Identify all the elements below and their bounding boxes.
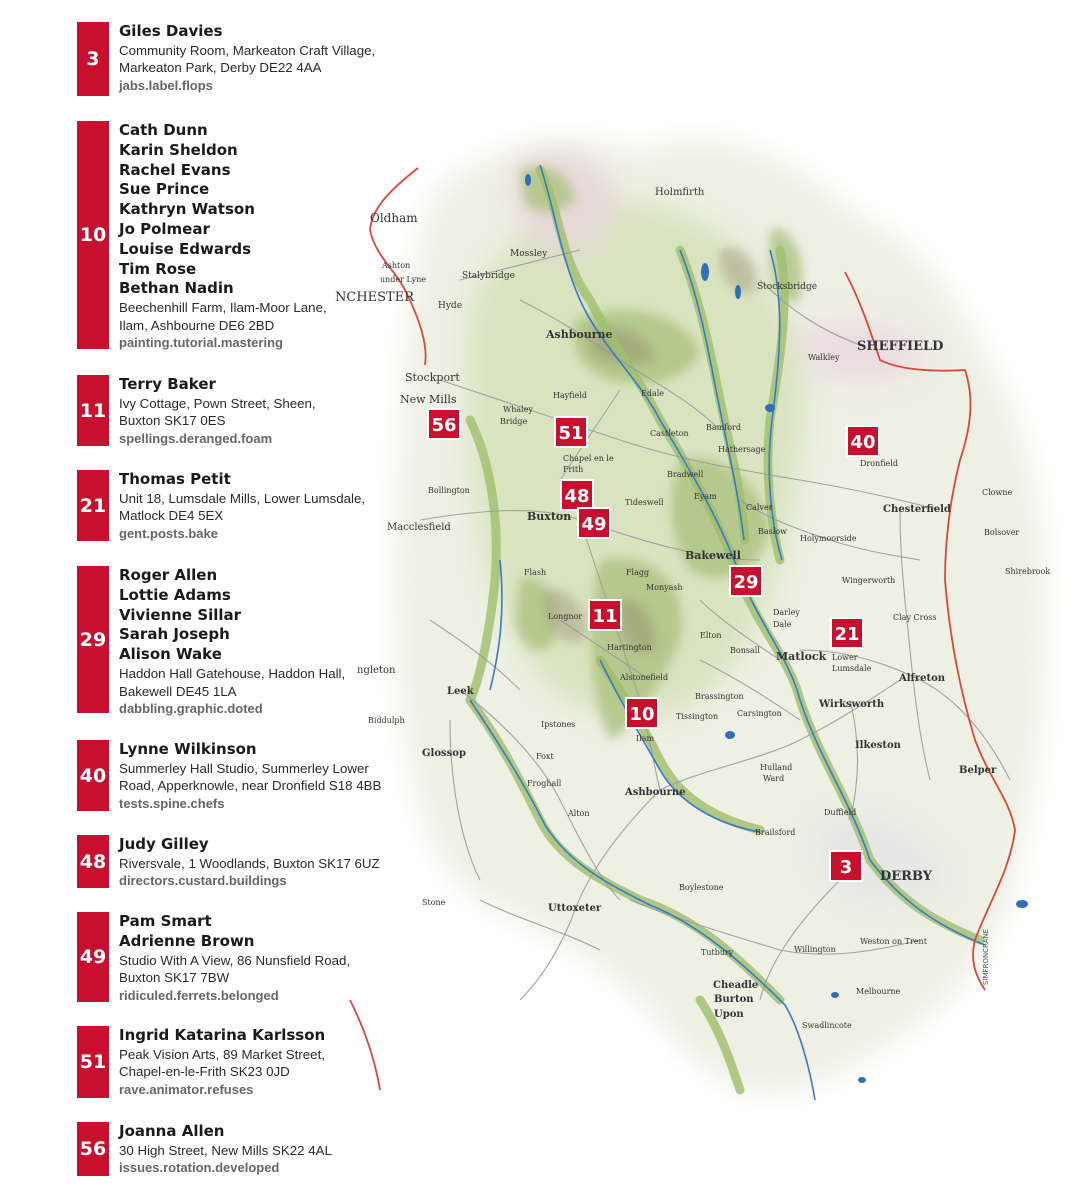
place-label: Ashbourne bbox=[546, 328, 613, 341]
venue-marker-label: 56 bbox=[431, 415, 457, 436]
place-label: Bridge bbox=[500, 417, 528, 426]
artist-name: Terry Baker bbox=[119, 375, 216, 393]
artist-name: Kathryn Watson bbox=[119, 200, 255, 219]
place-label: Stalybridge bbox=[462, 271, 515, 281]
place-label: Boylestone bbox=[679, 883, 724, 892]
place-label: Tutbury bbox=[701, 948, 734, 957]
what3words-address: directors.custard.buildings bbox=[119, 873, 287, 889]
place-label: Froghall bbox=[527, 779, 562, 788]
place-label: Macclesfield bbox=[387, 522, 451, 533]
place-label: Bonsall bbox=[730, 646, 760, 655]
venue-number-badge: 21 bbox=[77, 470, 109, 541]
place-label: Oldham bbox=[370, 211, 418, 225]
venue-number-badge: 56 bbox=[77, 1122, 109, 1176]
venue-info bbox=[119, 912, 449, 1004]
place-label: Lumsdale bbox=[832, 664, 872, 673]
place-label: Stone bbox=[422, 898, 446, 907]
artist-name: Sarah Joseph bbox=[119, 625, 230, 644]
artist-name: Karin Sheldon bbox=[119, 140, 238, 159]
place-label: DERBY bbox=[880, 869, 933, 884]
place-label: Monyash bbox=[646, 583, 683, 592]
place-label: Duffield bbox=[824, 808, 857, 817]
venue-marker[interactable] bbox=[589, 600, 621, 630]
venue-marker-label: 48 bbox=[564, 486, 590, 507]
place-label: Clowne bbox=[982, 488, 1013, 497]
artist-name: Judy Gilley bbox=[119, 835, 209, 853]
place-label: Shirebrook bbox=[1005, 567, 1051, 576]
venue-number-badge: 11 bbox=[77, 375, 109, 446]
venue-address-line: Beechenhill Farm, Ilam-Moor Lane, bbox=[119, 300, 327, 316]
place-label: Mossley bbox=[510, 249, 548, 259]
venue-info bbox=[119, 835, 449, 890]
place-label: Glossop bbox=[422, 748, 466, 759]
venue-address-line: Studio With A View, 86 Nunsfield Road, bbox=[119, 952, 351, 968]
artist-name: Cath Dunn bbox=[119, 121, 208, 139]
venue-address-line: Buxton SK17 7BW bbox=[119, 970, 230, 986]
artist-name: Sue Prince bbox=[119, 180, 210, 199]
venue-address-line: Markeaton Park, Derby DE22 4AA bbox=[119, 60, 322, 76]
venue-address-line: Riversvale, 1 Woodlands, Buxton SK17 6UZ bbox=[119, 855, 380, 871]
venue-number-badge: 40 bbox=[77, 740, 109, 811]
artist-name: Giles Davies bbox=[119, 22, 223, 40]
place-label: Ipstones bbox=[541, 720, 576, 729]
place-label: Matlock bbox=[776, 650, 827, 663]
venue-number-badge: 48 bbox=[77, 835, 109, 888]
place-label-ashbourne-main: Ashbourne bbox=[625, 787, 686, 798]
venue-address-line: Peak Vision Arts, 89 Market Street, bbox=[119, 1046, 325, 1062]
place-label: Leek bbox=[447, 686, 474, 697]
artist-name: Pam Smart bbox=[119, 912, 212, 930]
venue-address-line: Community Room, Markeaton Craft Village, bbox=[119, 42, 376, 58]
place-label: Bradwell bbox=[667, 470, 704, 479]
place-label: Alfreton bbox=[899, 673, 946, 684]
venue-number-badge: 29 bbox=[77, 566, 109, 713]
place-label: Edale bbox=[641, 389, 665, 398]
place-label: Holmfirth bbox=[655, 187, 705, 198]
artist-name: Bethan Nadin bbox=[119, 279, 234, 298]
venue-address-line: Buxton SK17 0ES bbox=[119, 413, 226, 429]
venue-marker[interactable] bbox=[555, 417, 587, 447]
artist-name: Alison Wake bbox=[119, 645, 222, 664]
venue-info bbox=[119, 1122, 449, 1177]
place-label: Burton bbox=[714, 994, 754, 1005]
place-label: Bamford bbox=[706, 423, 741, 432]
what3words-address: spellings.deranged.foam bbox=[119, 430, 273, 446]
place-label: Hayfield bbox=[553, 391, 588, 400]
place-label: Tissington bbox=[676, 712, 719, 721]
what3words-address: jabs.label.flops bbox=[119, 77, 213, 93]
place-label: Calver bbox=[746, 503, 773, 512]
place-label: ngleton bbox=[357, 665, 396, 676]
venue-marker-label: 3 bbox=[839, 857, 853, 878]
artist-name: Adrienne Brown bbox=[119, 931, 255, 950]
place-label: Baslow bbox=[758, 527, 787, 536]
place-label: Weston on Trent bbox=[860, 937, 927, 946]
place-label: Ilam bbox=[636, 734, 655, 743]
venue-address-line: Road, Apperknowle, near Dronfield S18 4BB bbox=[119, 778, 382, 794]
artist-name: Louise Edwards bbox=[119, 239, 252, 258]
place-label: Stocksbridge bbox=[757, 282, 818, 292]
venue-marker[interactable] bbox=[847, 426, 879, 456]
place-label: Chapel en le bbox=[563, 454, 614, 463]
place-label: Melbourne bbox=[856, 987, 901, 996]
place-label: Bakewell bbox=[685, 549, 741, 562]
venue-marker-label: 49 bbox=[581, 514, 607, 535]
place-label: Dronfield bbox=[860, 459, 898, 468]
venue-marker-label: 29 bbox=[733, 572, 759, 593]
what3words-address: dabbling.graphic.doted bbox=[119, 701, 263, 717]
venue-address-line: Ivy Cottage, Pown Street, Sheen, bbox=[119, 395, 316, 411]
venue-info bbox=[119, 740, 449, 813]
artist-name: Jo Polmear bbox=[119, 219, 210, 238]
venue-marker[interactable] bbox=[730, 566, 762, 596]
place-label: Clay Cross bbox=[893, 613, 937, 622]
venue-address-line: Matlock DE4 5EX bbox=[119, 508, 224, 524]
place-label: Flagg bbox=[626, 568, 650, 577]
place-label: Bollington bbox=[428, 486, 470, 495]
place-label: Biddulph bbox=[368, 716, 405, 725]
place-label: Alton bbox=[568, 809, 590, 818]
artist-name: Rachel Evans bbox=[119, 160, 231, 179]
place-label: Walkley bbox=[808, 353, 840, 362]
venue-marker-label: 51 bbox=[558, 423, 584, 444]
place-label: Flash bbox=[524, 568, 547, 577]
venue-marker-label: 10 bbox=[629, 704, 655, 725]
artist-name: Vivienne Sillar bbox=[119, 605, 242, 624]
place-label: Ilkeston bbox=[855, 740, 901, 751]
place-label: SHEFFIELD bbox=[857, 339, 944, 354]
venue-address-line: Summerley Hall Studio, Summerley Lower bbox=[119, 760, 369, 776]
artist-name: Ingrid Katarina Karlsson bbox=[119, 1026, 326, 1044]
venue-info bbox=[119, 566, 449, 718]
place-label: Chesterfield bbox=[883, 504, 951, 515]
place-label: Hathersage bbox=[718, 445, 766, 454]
place-label: NCHESTER bbox=[335, 290, 415, 305]
venue-number-badge: 49 bbox=[77, 912, 109, 1002]
venue-address-line: Ilam, Ashbourne DE6 2BD bbox=[119, 317, 275, 333]
artist-name: Tim Rose bbox=[119, 259, 197, 278]
place-label: Upon bbox=[714, 1009, 744, 1020]
place-label: Hyde bbox=[438, 301, 463, 311]
place-label: Foxt bbox=[536, 752, 554, 761]
place-label: Hulland bbox=[760, 763, 793, 772]
artist-name: Joanna Allen bbox=[119, 1122, 225, 1140]
place-label: Holymoorside bbox=[800, 534, 857, 543]
what3words-address: issues.rotation.developed bbox=[119, 1160, 280, 1176]
venue-number-badge: 3 bbox=[77, 22, 109, 96]
venue-marker[interactable] bbox=[831, 618, 863, 648]
place-label: Cheadle bbox=[713, 980, 759, 991]
place-label: Ashton bbox=[382, 261, 411, 270]
place-label: Bolsover bbox=[984, 528, 1020, 537]
artist-name: Lynne Wilkinson bbox=[119, 740, 257, 758]
place-label: Belper bbox=[959, 765, 997, 776]
place-label: Buxton bbox=[527, 510, 572, 523]
place-label: Wingerworth bbox=[842, 576, 896, 585]
place-label: Uttoxeter bbox=[548, 903, 602, 914]
place-label: Brassington bbox=[695, 692, 744, 701]
place-label: Eyam bbox=[694, 492, 717, 501]
venue-number-badge: 10 bbox=[77, 121, 109, 349]
venue-marker-label: 40 bbox=[850, 432, 876, 453]
place-label: Wirksworth bbox=[819, 699, 885, 710]
venue-info bbox=[119, 1026, 449, 1099]
venue-marker-label: 21 bbox=[834, 624, 860, 645]
place-label: Willington bbox=[794, 945, 836, 954]
place-label: Whaley bbox=[503, 405, 533, 414]
what3words-address: gent.posts.bake bbox=[119, 525, 218, 541]
what3words-address: rave.animator.refuses bbox=[119, 1081, 254, 1097]
place-label: Longnor bbox=[548, 612, 583, 621]
venue-info bbox=[119, 375, 449, 448]
venue-marker[interactable] bbox=[561, 480, 593, 510]
venue-marker[interactable] bbox=[830, 851, 862, 881]
place-label: under Lyne bbox=[380, 275, 427, 284]
artist-name: Thomas Petit bbox=[119, 470, 231, 488]
place-label: Castleton bbox=[650, 429, 689, 438]
place-label: New Mills bbox=[400, 393, 457, 406]
place-label: Alstonefield bbox=[620, 673, 669, 682]
venue-marker-label: 11 bbox=[592, 606, 618, 627]
venue-number-badge: 51 bbox=[77, 1026, 109, 1098]
place-label: Carsington bbox=[737, 709, 782, 718]
venue-address-line: 30 High Street, New Mills SK22 4AL bbox=[119, 1142, 332, 1158]
artist-signature: SIMFRONCRANE bbox=[982, 928, 990, 985]
place-label: Darley bbox=[773, 608, 800, 617]
artist-name: Lottie Adams bbox=[119, 585, 231, 604]
place-label: Brailsford bbox=[755, 828, 796, 837]
venue-address-line: Chapel-en-le-Frith SK23 0JD bbox=[119, 1064, 290, 1080]
what3words-address: tests.spine.chefs bbox=[119, 795, 225, 811]
venue-address-line: Unit 18, Lumsdale Mills, Lower Lumsdale, bbox=[119, 490, 366, 506]
place-label: Tideswell bbox=[625, 498, 664, 507]
place-label: Stockport bbox=[405, 371, 460, 384]
place-label: Elton bbox=[700, 631, 722, 640]
place-label: Dale bbox=[773, 620, 792, 629]
venue-info bbox=[119, 470, 449, 543]
place-label: Ward bbox=[763, 774, 785, 783]
venue-info bbox=[119, 121, 449, 352]
venue-address-line: Haddon Hall Gatehouse, Haddon Hall, bbox=[119, 665, 346, 681]
place-label: Frith bbox=[563, 465, 584, 474]
what3words-address: painting.tutorial.mastering bbox=[119, 335, 283, 351]
venue-address-line: Bakewell DE45 1LA bbox=[119, 683, 237, 699]
place-label: Hartington bbox=[607, 643, 652, 652]
what3words-address: ridiculed.ferrets.belonged bbox=[119, 987, 279, 1003]
artist-name: Roger Allen bbox=[119, 566, 218, 584]
venue-marker[interactable] bbox=[626, 698, 658, 728]
place-label: Lower bbox=[832, 653, 858, 662]
venue-info bbox=[119, 22, 449, 95]
place-label: Swadlincote bbox=[802, 1021, 852, 1030]
venue-marker[interactable] bbox=[578, 508, 610, 538]
